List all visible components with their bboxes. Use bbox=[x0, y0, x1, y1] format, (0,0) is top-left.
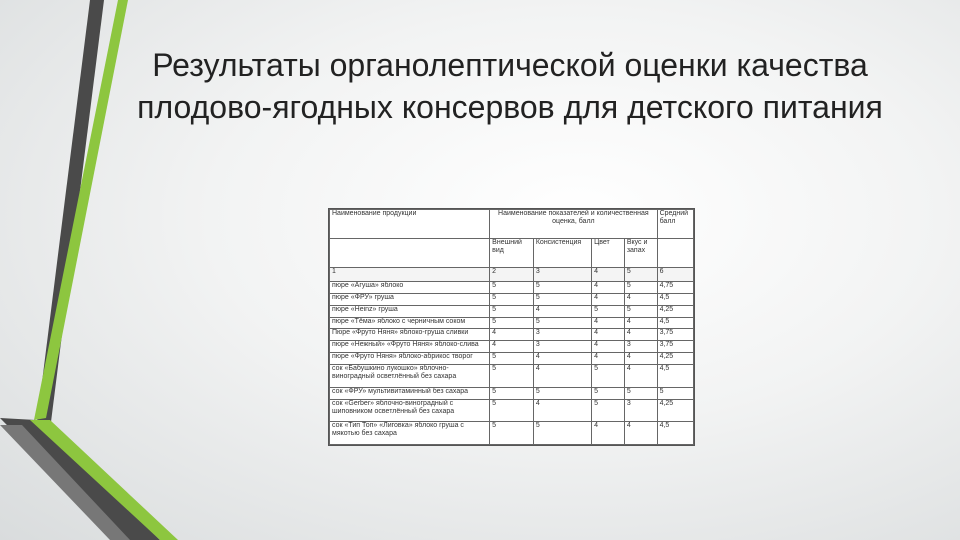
score-cell: 5 bbox=[490, 353, 534, 365]
product-name: пюре «Агуша» яблоко bbox=[330, 281, 490, 293]
average-score: 5 bbox=[657, 387, 693, 399]
column-number: 2 bbox=[490, 268, 534, 281]
score-cell: 4 bbox=[490, 329, 534, 341]
green-stripe bbox=[34, 0, 128, 420]
score-cell: 5 bbox=[533, 422, 591, 445]
column-number: 5 bbox=[624, 268, 657, 281]
column-number: 1 bbox=[330, 268, 490, 281]
score-cell: 4 bbox=[592, 281, 625, 293]
table-row bbox=[330, 317, 694, 329]
score-cell: 4 bbox=[592, 353, 625, 365]
header-sub: Вкус и запах bbox=[624, 239, 657, 268]
score-cell: 5 bbox=[533, 387, 591, 399]
product-name: пюре «Фруто Няня» яблоко-абрикос творог bbox=[330, 353, 490, 365]
score-cell: 4 bbox=[533, 365, 591, 388]
header-empty bbox=[330, 239, 490, 268]
score-cell: 4 bbox=[490, 341, 534, 353]
average-score: 3,75 bbox=[657, 329, 693, 341]
score-cell: 5 bbox=[624, 387, 657, 399]
slide-title bbox=[120, 44, 900, 128]
product-name: пюре «Тёма» яблоко с черничным соком bbox=[330, 317, 490, 329]
table-row bbox=[330, 365, 694, 388]
score-cell: 3 bbox=[624, 341, 657, 353]
score-cell: 4 bbox=[624, 353, 657, 365]
average-score: 4,5 bbox=[657, 317, 693, 329]
score-cell: 5 bbox=[624, 281, 657, 293]
score-cell: 4 bbox=[592, 293, 625, 305]
average-score: 4,5 bbox=[657, 422, 693, 445]
table-row bbox=[330, 281, 694, 293]
table-row bbox=[330, 341, 694, 353]
product-name: сок «Gerber» яблочно-виноградный с шиповником осветлённый без сахара bbox=[330, 399, 490, 422]
score-cell: 5 bbox=[490, 365, 534, 388]
table-row bbox=[330, 399, 694, 422]
column-number: 4 bbox=[592, 268, 625, 281]
product-name: сок «Тип Топ» «Лиговка» яблоко груша с мякотью без сахара bbox=[330, 422, 490, 445]
score-cell: 5 bbox=[490, 281, 534, 293]
results-table bbox=[329, 209, 694, 445]
score-cell: 4 bbox=[624, 365, 657, 388]
table-body bbox=[330, 281, 694, 444]
table-row bbox=[330, 422, 694, 445]
score-cell: 4 bbox=[592, 329, 625, 341]
score-cell: 5 bbox=[490, 293, 534, 305]
header-sub: Цвет bbox=[592, 239, 625, 268]
score-cell: 4 bbox=[624, 422, 657, 445]
column-number: 6 bbox=[657, 268, 693, 281]
header-product: Наименование продукции bbox=[330, 210, 490, 239]
score-cell: 5 bbox=[592, 387, 625, 399]
average-score: 4,25 bbox=[657, 399, 693, 422]
table-row bbox=[330, 387, 694, 399]
product-name: пюре «Heinz» груша bbox=[330, 305, 490, 317]
average-score: 4,5 bbox=[657, 365, 693, 388]
score-cell: 5 bbox=[490, 387, 534, 399]
score-cell: 3 bbox=[533, 329, 591, 341]
table-row bbox=[330, 353, 694, 365]
column-number: 3 bbox=[533, 268, 591, 281]
score-cell: 4 bbox=[533, 399, 591, 422]
score-cell: 5 bbox=[490, 399, 534, 422]
header-group: Наименование показателей и количественная оценка, балл bbox=[490, 210, 657, 239]
score-cell: 5 bbox=[592, 365, 625, 388]
score-cell: 5 bbox=[592, 399, 625, 422]
product-name: пюре «ФРУ» груша bbox=[330, 293, 490, 305]
score-cell: 4 bbox=[592, 317, 625, 329]
score-cell: 3 bbox=[533, 341, 591, 353]
table-row bbox=[330, 305, 694, 317]
score-cell: 5 bbox=[592, 305, 625, 317]
score-cell: 4 bbox=[533, 353, 591, 365]
score-cell: 4 bbox=[624, 329, 657, 341]
header-avg: Средний балл bbox=[657, 210, 693, 239]
average-score: 4,5 bbox=[657, 293, 693, 305]
score-cell: 4 bbox=[624, 317, 657, 329]
product-name: Пюре «Фруто Няня» яблоко-груша сливки bbox=[330, 329, 490, 341]
score-cell: 4 bbox=[533, 305, 591, 317]
product-name: сок «ФРУ» мультивитаминный без сахара bbox=[330, 387, 490, 399]
product-name: сок «Бабушкино лукошко» яблочно-виноградный осветлённый без сахара bbox=[330, 365, 490, 388]
product-name: пюре «Нежный» «Фруто Няня» яблоко-слива bbox=[330, 341, 490, 353]
score-cell: 5 bbox=[490, 317, 534, 329]
table-row bbox=[330, 329, 694, 341]
average-score: 4,75 bbox=[657, 281, 693, 293]
score-cell: 4 bbox=[592, 422, 625, 445]
header-sub: Консистенция bbox=[533, 239, 591, 268]
score-cell: 5 bbox=[624, 305, 657, 317]
average-score: 4,25 bbox=[657, 305, 693, 317]
score-cell: 4 bbox=[624, 293, 657, 305]
score-cell: 4 bbox=[592, 341, 625, 353]
title-line-2: плодово-ягодных консервов для детского питания bbox=[137, 89, 883, 125]
score-cell: 5 bbox=[533, 281, 591, 293]
average-score: 4,25 bbox=[657, 353, 693, 365]
score-cell: 3 bbox=[624, 399, 657, 422]
header-empty bbox=[657, 239, 693, 268]
score-cell: 5 bbox=[533, 317, 591, 329]
header-sub: Внешний вид bbox=[490, 239, 534, 268]
title-line-1: Результаты органолептической оценки качества bbox=[152, 47, 868, 83]
results-table-image bbox=[328, 208, 695, 446]
score-cell: 5 bbox=[490, 422, 534, 445]
score-cell: 5 bbox=[490, 305, 534, 317]
score-cell: 5 bbox=[533, 293, 591, 305]
table-row bbox=[330, 293, 694, 305]
average-score: 3,75 bbox=[657, 341, 693, 353]
